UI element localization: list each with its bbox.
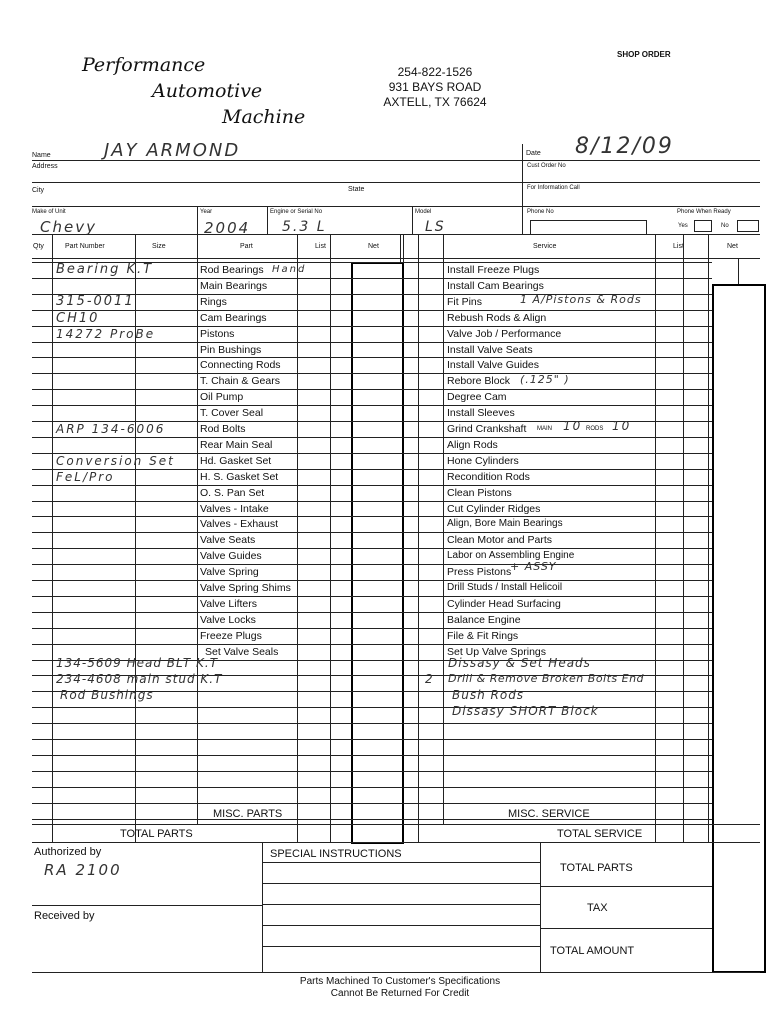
row-line [32, 278, 712, 279]
special-instructions-label: SPECIAL INSTRUCTIONS [270, 848, 402, 860]
service-label: Install Sleeves [447, 407, 515, 419]
company-name-line2: Automotive [152, 80, 263, 102]
hw-extra-part-3: Rod Bushings [60, 688, 154, 702]
hw-rings: 315-0011 [56, 294, 135, 309]
col-part: Part [240, 243, 253, 250]
row-line [32, 501, 712, 502]
row-line [32, 357, 712, 358]
row-line [32, 373, 712, 374]
part-label: Connecting Rods [200, 359, 281, 371]
company-phone: 254-822-1526 [397, 65, 473, 79]
row-line [32, 532, 712, 533]
row-line [32, 644, 712, 645]
hw-rebore: (.125" ) [520, 373, 570, 386]
part-label: Valves - Exhaust [200, 518, 279, 530]
col-list: List [315, 243, 326, 250]
part-label: Rod Bolts [200, 423, 246, 435]
row-line [32, 548, 712, 549]
service-label: Install Valve Guides [447, 359, 540, 371]
for-info-label: For Information Call [527, 185, 580, 191]
hw-extra-service-3: Bush Rods [452, 688, 525, 702]
grind-main-label: MAIN [537, 426, 552, 432]
hw-rod-bolts: ARP 134-6006 [56, 422, 166, 436]
row-line [32, 485, 712, 486]
phone-when-ready-label: Phone When Ready [677, 209, 731, 215]
hw-rod-bearings: Bearing K.T [56, 262, 154, 277]
hw-hd-gasket: Conversion Set [56, 454, 175, 468]
service-label: Align, Bore Main Bearings [447, 518, 563, 529]
col-service: Service [533, 243, 557, 250]
service-label: Grind Crankshaft [447, 423, 527, 435]
part-label: Valve Lifters [200, 598, 257, 610]
hw-extra-service-2: Drill & Remove Broken Bolts End [448, 672, 645, 685]
make-label: Make of Unit [32, 209, 66, 215]
part-label: Set Valve Seals [205, 646, 279, 658]
service-label: Degree Cam [447, 391, 507, 403]
hw-extra-service-4: Dissasy SHORT Block [452, 704, 599, 718]
yes-label: Yes [678, 223, 688, 229]
authorized-value: RA 2100 [44, 861, 122, 879]
part-label: Cam Bearings [200, 312, 267, 324]
grind-main-value: 10 [563, 419, 583, 433]
phone-input-box [530, 220, 647, 235]
col-service-net: Net [727, 243, 738, 250]
hw-extra-service-2-qty: 2 [425, 672, 435, 686]
part-label: T. Chain & Gears [200, 375, 280, 387]
service-net-column-box [712, 284, 766, 973]
service-label: Set Up Valve Springs [447, 646, 547, 658]
engine-label: Engine or Serial No [270, 209, 323, 215]
col-size: Size [152, 243, 166, 250]
part-label: Valve Seats [200, 534, 256, 546]
company-name-line1: Performance [82, 54, 206, 76]
part-label: Valves - Intake [200, 503, 269, 515]
disclaimer-line2: Cannot Be Returned For Credit [330, 988, 470, 999]
part-label: Rings [200, 296, 227, 308]
row-line [32, 580, 712, 581]
engine-value: 5.3 L [282, 219, 327, 235]
model-label: Model [415, 209, 432, 215]
misc-parts-label: MISC. PARTS [213, 808, 283, 820]
row-line [32, 771, 712, 772]
row-line [32, 389, 712, 390]
row-line [32, 628, 712, 629]
col-service-list: List [673, 243, 684, 250]
col-part-number: Part Number [65, 243, 105, 250]
service-label: Install Valve Seats [447, 344, 533, 356]
document-type: SHOP ORDER [617, 50, 671, 59]
service-label: Cylinder Head Surfacing [447, 598, 561, 610]
total-service-label: TOTAL SERVICE [557, 828, 643, 840]
hw-extra-service-1: Dissasy & Set Heads [448, 656, 591, 670]
no-label: No [721, 223, 729, 229]
part-label: Rod Bearings [200, 264, 264, 276]
part-label: Valve Guides [200, 550, 262, 562]
cust-order-label: Cust Order No [527, 163, 566, 169]
parts-net-column-box [351, 262, 404, 844]
row-line [32, 707, 712, 708]
company-contact [360, 65, 510, 110]
hw-extra-part-1: 134-5609 Head BLT K.T [56, 656, 219, 670]
part-label: O. S. Pan Set [200, 487, 265, 499]
grind-rods-value: 10 [612, 419, 632, 433]
row-line [32, 755, 712, 756]
service-label: Valve Job / Performance [447, 328, 562, 340]
hw-hs-gasket: FeL/Pro [56, 470, 115, 484]
row-line [32, 469, 712, 470]
part-label: Pin Bushings [200, 344, 262, 356]
hw-cam: CH10 [56, 311, 100, 326]
col-net: Net [368, 243, 379, 250]
disclaimer-line1: Parts Machined To Customer's Specifications [299, 976, 501, 987]
row-line [32, 723, 712, 724]
hw-rod-bearings-note: Hand [272, 264, 307, 275]
part-label: Rear Main Seal [200, 439, 273, 451]
total-amount-label: TOTAL AMOUNT [550, 945, 635, 957]
total-parts-label: TOTAL PARTS [120, 828, 193, 840]
disclaimer [240, 976, 560, 1000]
service-label: Clean Motor and Parts [447, 534, 553, 546]
row-line [32, 803, 712, 804]
hw-fit-pins: 1 A/Pistons & Rods [520, 293, 642, 306]
part-label: Freeze Plugs [200, 630, 262, 642]
customer-name: JAY ARMOND [104, 140, 241, 161]
service-label: Fit Pins [447, 296, 483, 308]
row-line [32, 787, 712, 788]
part-label: Main Bearings [200, 280, 268, 292]
row-line [32, 516, 712, 517]
row-line [32, 342, 712, 343]
company-name-line3: Machine [222, 106, 306, 128]
part-label: H. S. Gasket Set [200, 471, 279, 483]
grind-rods-label: RODS [586, 426, 604, 432]
summary-total-parts-label: TOTAL PARTS [560, 862, 633, 874]
part-label: Valve Locks [200, 614, 256, 626]
company-address: 931 BAYS ROAD [388, 80, 482, 94]
row-line [32, 612, 712, 613]
row-line [32, 437, 712, 438]
make-value: Chevy [40, 218, 97, 236]
hw-press-pistons: + ASSY [510, 560, 557, 573]
service-label: Hone Cylinders [447, 455, 519, 467]
row-line [32, 405, 712, 406]
col-qty: Qty [33, 243, 44, 250]
service-label: Cut Cylinder Ridges [447, 503, 541, 515]
year-label: Year [200, 209, 213, 215]
service-label: Clean Pistons [447, 487, 512, 499]
service-label: Labor on Assembling Engine [447, 550, 575, 561]
row-line [32, 564, 712, 565]
name-label: Name [32, 152, 51, 159]
misc-service-label: MISC. SERVICE [508, 808, 590, 820]
no-checkbox [737, 220, 759, 232]
phone-label: Phone No [527, 209, 554, 215]
part-label: T. Cover Seal [200, 407, 264, 419]
date-label: Date [526, 150, 541, 157]
received-label: Received by [34, 910, 95, 922]
tax-label: TAX [587, 902, 608, 914]
service-label: Install Freeze Plugs [447, 264, 540, 276]
state-label: State [348, 186, 365, 193]
row-line [32, 739, 712, 740]
address-label: Address [32, 163, 58, 170]
row-line [32, 819, 712, 820]
service-label: Install Cam Bearings [447, 280, 544, 292]
row-line [32, 310, 712, 311]
hw-extra-part-2: 234-4608 main stud K.T [56, 672, 223, 686]
yes-checkbox [694, 220, 712, 232]
service-label: File & Fit Rings [447, 630, 519, 642]
part-label: Pistons [200, 328, 235, 340]
service-label: Press Pistons [447, 566, 512, 578]
model-value: LS [425, 219, 446, 235]
service-label: Drill Studs / Install Helicoil [447, 582, 563, 593]
order-date: 8/12/09 [575, 134, 674, 159]
part-label: Valve Spring [200, 566, 259, 578]
year-value: 2004 [204, 219, 251, 237]
service-label: Rebore Block [447, 375, 511, 387]
part-label: Hd. Gasket Set [200, 455, 272, 467]
service-label: Recondition Rods [447, 471, 530, 483]
row-line [32, 596, 712, 597]
authorized-label: Authorized by [34, 846, 102, 858]
part-label: Oil Pump [200, 391, 244, 403]
part-label: Valve Spring Shims [200, 582, 291, 594]
company-city: AXTELL, TX 76624 [383, 95, 487, 109]
service-label: Rebush Rods & Align [447, 312, 547, 324]
hw-pistons: 14272 ProBe [56, 327, 156, 341]
service-label: Balance Engine [447, 614, 521, 626]
service-label: Align Rods [447, 439, 498, 451]
city-label: City [32, 187, 45, 194]
